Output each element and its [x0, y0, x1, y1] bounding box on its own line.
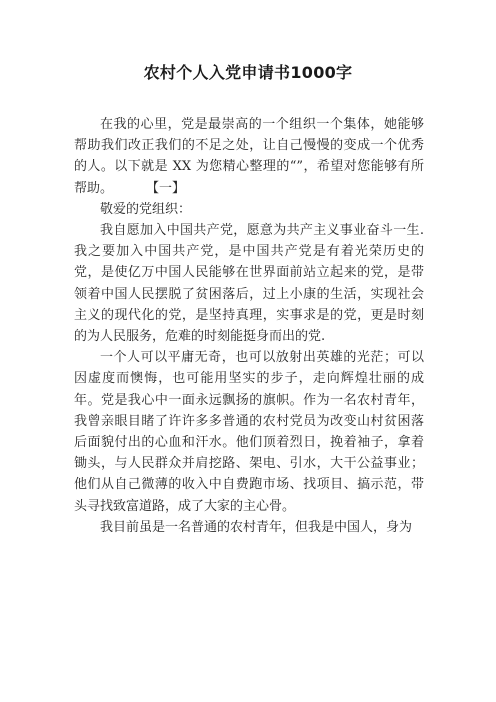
paragraph-intro: 在我的心里，党是最崇高的一个组织一个集体，她能够帮助我们改正我们的不足之处，让自己慢慢的变成一个优秀的人。以下就是 XX 为您精心整理的“”，希望对您能够有所帮助。 【一】	[74, 117, 424, 196]
paragraph-continued: 我目前虽是一名普通的农村青年，但我是中国人，身为	[100, 519, 413, 535]
paragraph-salutation: 敬爱的党组织：	[100, 201, 192, 217]
paragraph-reflection: 一个人可以平庸无奇，也可以放射出英雄的光茫；可以因虚度而懊悔，也可能用坚实的步子，走向辉煌壮丽的成年。党是我心中一面永远飘扬的旗帜。作为一名农村青年，我曾亲眼目睹了许许多多普通的农村党员为改变山村贫困落后面貌付出的心血和汗水。他们顶着烈日，挽着袖子，拿着锄头，与人民群众并肩挖路、架电、引水，大干公益事业；他们从自己微薄的收入中自费跑市场、找项目、搞示范，带头寻找致富道路，成了大家的主心骨。	[74, 350, 424, 514]
document-body	[74, 114, 424, 538]
document-title: 农村个人入党申请书1000字	[143, 63, 353, 82]
paragraph-statement: 我自愿加入中国共产党，愿意为共产主义事业奋斗一生.我之要加入中国共产党，是中国共产党是有着光荣历史的党，是使亿万中国人民能够在世界面前站立起来的党，是带领着中国人民摆脱了贫困落后，过上小康的生活，实现社会主义的现代化的党，是坚持真理，实事求是的党，更是时刻的为人民服务，危难的时刻能挺身而出的党.	[74, 223, 424, 345]
